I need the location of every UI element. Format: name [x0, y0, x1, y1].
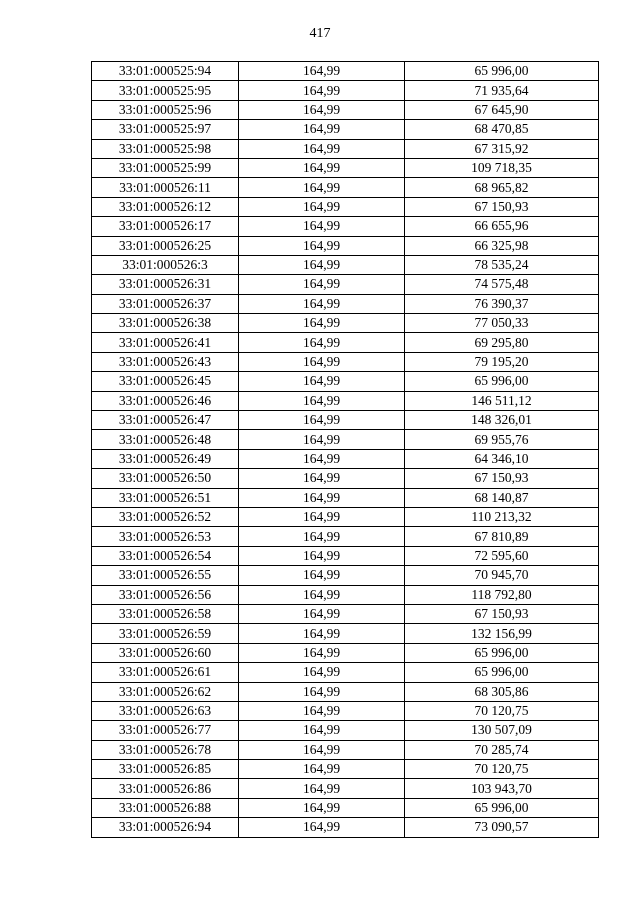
- cadastral-number-cell: 33:01:000526:25: [92, 236, 239, 255]
- rate-cell: 164,99: [239, 818, 405, 837]
- cadastral-number-cell: 33:01:000526:46: [92, 391, 239, 410]
- table-row: [92, 100, 599, 119]
- rate-cell: 164,99: [239, 139, 405, 158]
- rate-cell: 164,99: [239, 604, 405, 623]
- table-row: [92, 663, 599, 682]
- table-row: [92, 120, 599, 139]
- amount-cell: 72 595,60: [405, 546, 599, 565]
- amount-cell: 67 150,93: [405, 604, 599, 623]
- cadastral-number-cell: 33:01:000526:50: [92, 469, 239, 488]
- rate-cell: 164,99: [239, 721, 405, 740]
- cadastral-number-cell: 33:01:000526:17: [92, 217, 239, 236]
- table-row: [92, 643, 599, 662]
- cadastral-number-cell: 33:01:000526:54: [92, 546, 239, 565]
- cadastral-number-cell: 33:01:000525:98: [92, 139, 239, 158]
- amount-cell: 64 346,10: [405, 449, 599, 468]
- cadastral-number-cell: 33:01:000526:77: [92, 721, 239, 740]
- rate-cell: 164,99: [239, 430, 405, 449]
- amount-cell: 148 326,01: [405, 411, 599, 430]
- table-row: [92, 527, 599, 546]
- amount-cell: 67 645,90: [405, 100, 599, 119]
- amount-cell: 70 285,74: [405, 740, 599, 759]
- rate-cell: 164,99: [239, 391, 405, 410]
- amount-cell: 68 965,82: [405, 178, 599, 197]
- table-row: [92, 740, 599, 759]
- cadastral-number-cell: 33:01:000526:11: [92, 178, 239, 197]
- amount-cell: 146 511,12: [405, 391, 599, 410]
- table-row: [92, 411, 599, 430]
- cadastral-number-cell: 33:01:000526:62: [92, 682, 239, 701]
- rate-cell: 164,99: [239, 236, 405, 255]
- table-row: [92, 701, 599, 720]
- table-row: [92, 469, 599, 488]
- amount-cell: 109 718,35: [405, 158, 599, 177]
- table-row: [92, 585, 599, 604]
- cadastral-number-cell: 33:01:000526:37: [92, 294, 239, 313]
- rate-cell: 164,99: [239, 100, 405, 119]
- table-row: [92, 624, 599, 643]
- amount-cell: 65 996,00: [405, 798, 599, 817]
- table-row: [92, 798, 599, 817]
- rate-cell: 164,99: [239, 488, 405, 507]
- table-row: [92, 682, 599, 701]
- cadastral-number-cell: 33:01:000526:47: [92, 411, 239, 430]
- amount-cell: 70 120,75: [405, 760, 599, 779]
- amount-cell: 67 810,89: [405, 527, 599, 546]
- cadastral-number-cell: 33:01:000526:48: [92, 430, 239, 449]
- amount-cell: 67 150,93: [405, 469, 599, 488]
- table-body: [92, 62, 599, 838]
- table-row: [92, 488, 599, 507]
- amount-cell: 67 315,92: [405, 139, 599, 158]
- rate-cell: 164,99: [239, 178, 405, 197]
- rate-cell: 164,99: [239, 275, 405, 294]
- amount-cell: 68 305,86: [405, 682, 599, 701]
- cadastral-number-cell: 33:01:000526:45: [92, 372, 239, 391]
- table-row: [92, 236, 599, 255]
- rate-cell: 164,99: [239, 62, 405, 81]
- cadastral-number-cell: 33:01:000526:78: [92, 740, 239, 759]
- table-row: [92, 760, 599, 779]
- cadastral-number-cell: 33:01:000526:85: [92, 760, 239, 779]
- rate-cell: 164,99: [239, 352, 405, 371]
- rate-cell: 164,99: [239, 779, 405, 798]
- table-row: [92, 178, 599, 197]
- amount-cell: 73 090,57: [405, 818, 599, 837]
- cadastral-number-cell: 33:01:000526:49: [92, 449, 239, 468]
- table-row: [92, 779, 599, 798]
- table-row: [92, 197, 599, 216]
- table-row: [92, 81, 599, 100]
- cadastral-number-cell: 33:01:000526:63: [92, 701, 239, 720]
- rate-cell: 164,99: [239, 682, 405, 701]
- rate-cell: 164,99: [239, 507, 405, 526]
- cadastral-number-cell: 33:01:000526:60: [92, 643, 239, 662]
- cadastral-table: [91, 61, 599, 838]
- table-row: [92, 333, 599, 352]
- table-row: [92, 507, 599, 526]
- amount-cell: 69 955,76: [405, 430, 599, 449]
- rate-cell: 164,99: [239, 760, 405, 779]
- rate-cell: 164,99: [239, 255, 405, 274]
- cadastral-number-cell: 33:01:000526:31: [92, 275, 239, 294]
- rate-cell: 164,99: [239, 643, 405, 662]
- rate-cell: 164,99: [239, 314, 405, 333]
- table-row: [92, 566, 599, 585]
- table-row: [92, 352, 599, 371]
- cadastral-number-cell: 33:01:000526:3: [92, 255, 239, 274]
- table-row: [92, 139, 599, 158]
- amount-cell: 130 507,09: [405, 721, 599, 740]
- rate-cell: 164,99: [239, 469, 405, 488]
- cadastral-number-cell: 33:01:000526:86: [92, 779, 239, 798]
- amount-cell: 76 390,37: [405, 294, 599, 313]
- amount-cell: 69 295,80: [405, 333, 599, 352]
- cadastral-number-cell: 33:01:000526:94: [92, 818, 239, 837]
- rate-cell: 164,99: [239, 411, 405, 430]
- table-row: [92, 391, 599, 410]
- rate-cell: 164,99: [239, 585, 405, 604]
- amount-cell: 78 535,24: [405, 255, 599, 274]
- table-row: [92, 275, 599, 294]
- cadastral-number-cell: 33:01:000526:55: [92, 566, 239, 585]
- amount-cell: 68 140,87: [405, 488, 599, 507]
- amount-cell: 67 150,93: [405, 197, 599, 216]
- table-row: [92, 372, 599, 391]
- cadastral-number-cell: 33:01:000525:94: [92, 62, 239, 81]
- table-row: [92, 294, 599, 313]
- table-row: [92, 721, 599, 740]
- table-row: [92, 314, 599, 333]
- amount-cell: 66 655,96: [405, 217, 599, 236]
- table-row: [92, 217, 599, 236]
- rate-cell: 164,99: [239, 527, 405, 546]
- amount-cell: 79 195,20: [405, 352, 599, 371]
- amount-cell: 77 050,33: [405, 314, 599, 333]
- cadastral-number-cell: 33:01:000526:38: [92, 314, 239, 333]
- amount-cell: 65 996,00: [405, 62, 599, 81]
- amount-cell: 68 470,85: [405, 120, 599, 139]
- cadastral-number-cell: 33:01:000526:43: [92, 352, 239, 371]
- rate-cell: 164,99: [239, 740, 405, 759]
- cadastral-number-cell: 33:01:000525:97: [92, 120, 239, 139]
- cadastral-number-cell: 33:01:000526:53: [92, 527, 239, 546]
- amount-cell: 70 120,75: [405, 701, 599, 720]
- cadastral-number-cell: 33:01:000526:58: [92, 604, 239, 623]
- rate-cell: 164,99: [239, 217, 405, 236]
- rate-cell: 164,99: [239, 372, 405, 391]
- rate-cell: 164,99: [239, 449, 405, 468]
- rate-cell: 164,99: [239, 197, 405, 216]
- amount-cell: 65 996,00: [405, 372, 599, 391]
- amount-cell: 65 996,00: [405, 663, 599, 682]
- rate-cell: 164,99: [239, 81, 405, 100]
- amount-cell: 118 792,80: [405, 585, 599, 604]
- cadastral-number-cell: 33:01:000526:12: [92, 197, 239, 216]
- cadastral-number-cell: 33:01:000526:59: [92, 624, 239, 643]
- rate-cell: 164,99: [239, 798, 405, 817]
- table-row: [92, 430, 599, 449]
- rate-cell: 164,99: [239, 566, 405, 585]
- rate-cell: 164,99: [239, 663, 405, 682]
- cadastral-number-cell: 33:01:000526:88: [92, 798, 239, 817]
- rate-cell: 164,99: [239, 294, 405, 313]
- table-row: [92, 604, 599, 623]
- rate-cell: 164,99: [239, 120, 405, 139]
- cadastral-number-cell: 33:01:000525:95: [92, 81, 239, 100]
- cadastral-number-cell: 33:01:000525:96: [92, 100, 239, 119]
- amount-cell: 103 943,70: [405, 779, 599, 798]
- rate-cell: 164,99: [239, 624, 405, 643]
- rate-cell: 164,99: [239, 701, 405, 720]
- table-row: [92, 62, 599, 81]
- amount-cell: 74 575,48: [405, 275, 599, 294]
- table-row: [92, 255, 599, 274]
- amount-cell: 71 935,64: [405, 81, 599, 100]
- table-row: [92, 818, 599, 837]
- rate-cell: 164,99: [239, 546, 405, 565]
- amount-cell: 70 945,70: [405, 566, 599, 585]
- cadastral-number-cell: 33:01:000526:61: [92, 663, 239, 682]
- amount-cell: 65 996,00: [405, 643, 599, 662]
- rate-cell: 164,99: [239, 158, 405, 177]
- cadastral-number-cell: 33:01:000526:56: [92, 585, 239, 604]
- table-row: [92, 449, 599, 468]
- amount-cell: 132 156,99: [405, 624, 599, 643]
- rate-cell: 164,99: [239, 333, 405, 352]
- cadastral-number-cell: 33:01:000526:51: [92, 488, 239, 507]
- cadastral-number-cell: 33:01:000526:52: [92, 507, 239, 526]
- amount-cell: 110 213,32: [405, 507, 599, 526]
- cadastral-number-cell: 33:01:000526:41: [92, 333, 239, 352]
- table-row: [92, 546, 599, 565]
- amount-cell: 66 325,98: [405, 236, 599, 255]
- table-row: [92, 158, 599, 177]
- page-number: 417: [309, 26, 331, 41]
- cadastral-number-cell: 33:01:000525:99: [92, 158, 239, 177]
